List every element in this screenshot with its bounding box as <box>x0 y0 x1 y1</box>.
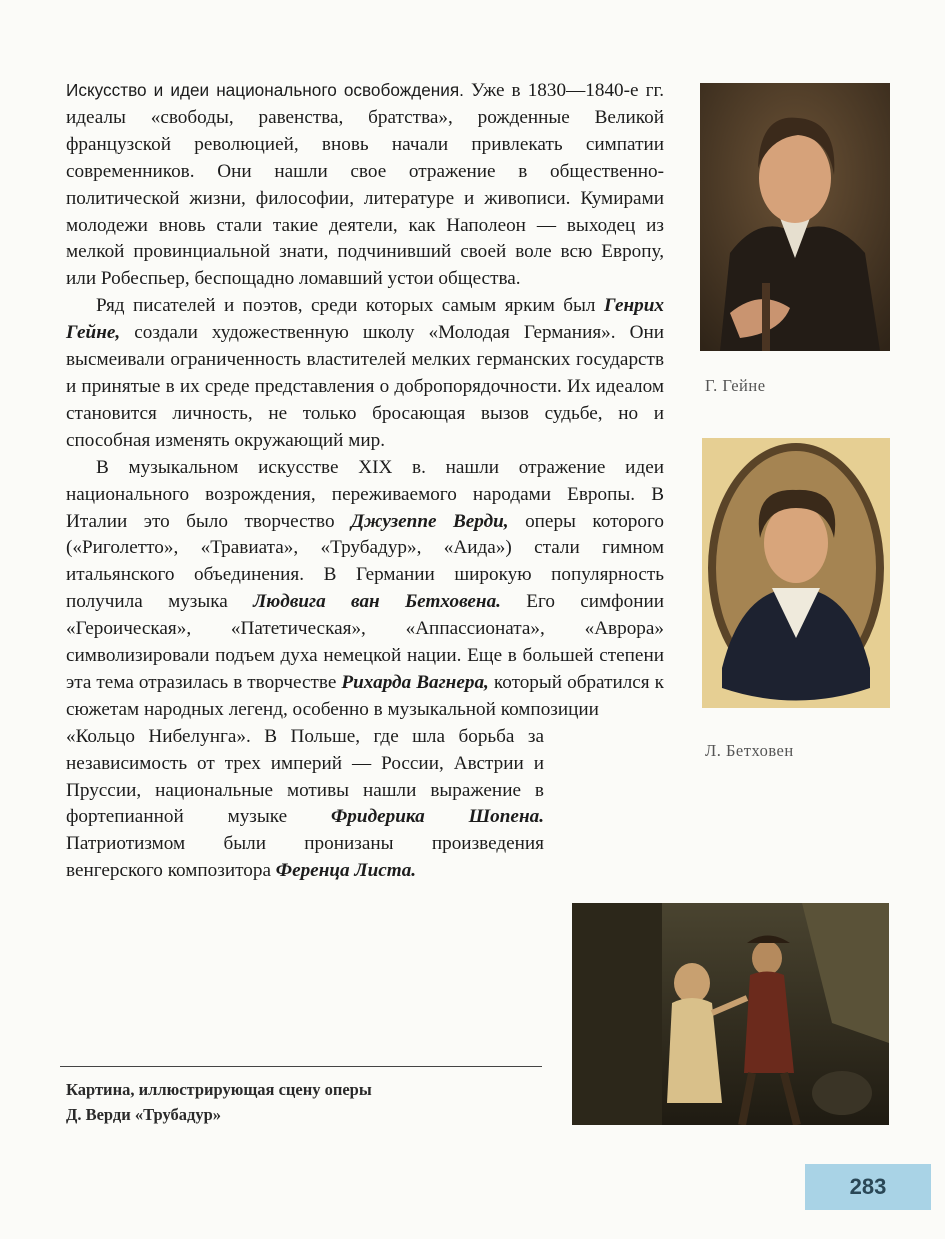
name-wagner: Рихарда Вагнера, <box>341 671 489 693</box>
caption-divider <box>60 1066 542 1067</box>
paragraph-2: Ряд писателей и поэтов, среди которых самым ярким был Генрих Гейне, создали художественную школу «Молодая Германия». Они высмеивали ограниченность властителей мелких германских государств и принятые в их среде представления о добропорядочности. Их идеалом становится личность, не только бросающая вызов судьбе, но и способная изменять окружающий мир. <box>66 295 664 451</box>
paragraph-3-continued: «Кольцо Нибелунга». В Польше, где шла борьба за независимость от трех империй — России, Австрии и Пруссии, национальные мотивы нашли выражение в фортепианной музыке Фридерика Шопена. Патриотизмом были пронизаны произведения венгерского композитора Ференца Листа. <box>66 725 544 882</box>
heine-portrait <box>700 83 890 351</box>
section-lead: Искусство и идеи национального освобождения. <box>66 80 464 100</box>
page-number-badge <box>805 1164 931 1210</box>
name-heine: Генрих Гейне, <box>66 295 664 344</box>
painting-caption: Картина, иллюстрирующая сцену оперы Д. Верди «Трубадур» <box>66 1080 372 1124</box>
beethoven-caption: Л. Бетховен <box>705 741 794 760</box>
name-chopin: Фридерика Шопена. <box>331 806 544 828</box>
paragraph-1: Искусство и идеи национального освобождения. Уже в 1830—1840-е гг. идеалы «свободы, равенства, братства», рожденные Великой французской революцией, вновь начали привлекать симпатии современников. Они нашли свое отражение в общественно-политической жизни, философии, литературе и живописи. Кумирами молодежи вновь стали такие деятели, как Наполеон — выходец из мелкой провинциальной знати, подчинивший своей воле всю Европу, или Робеспьер, беспощадно ломавший устои общества. <box>66 80 664 290</box>
page-number: 283 <box>849 1174 887 1199</box>
main-text-column <box>66 77 664 885</box>
heine-caption: Г. Гейне <box>705 376 766 395</box>
troubadour-painting <box>572 903 889 1125</box>
beethoven-portrait <box>702 438 890 708</box>
name-verdi: Джузеппе Верди, <box>351 510 509 532</box>
name-liszt: Ференца Листа. <box>275 860 417 882</box>
name-beethoven: Людвига ван Бетховена. <box>253 591 501 613</box>
paragraph-3: В музыкальном искусстве XIX в. нашли отражение идеи национального возрождения, переживаемого народами Европы. В Италии это было творчество Джузеппе Верди, оперы которого («Риголетто», «Травиата», «Трубадур», «Аида») стали гимном итальянского объединения. В Германии широкую популярность получила музыка Людвига ван Бетховена. Его симфонии «Героическая», «Патетическая», «Аппассионата», «Аврора» символизировали подъем духа немецкой нации. Еще в большей степени эта тема отразилась в творчестве Рихарда Вагнера, который обратился к сюжетам народных легенд, особенно в музыкальной композиции <box>66 456 665 720</box>
